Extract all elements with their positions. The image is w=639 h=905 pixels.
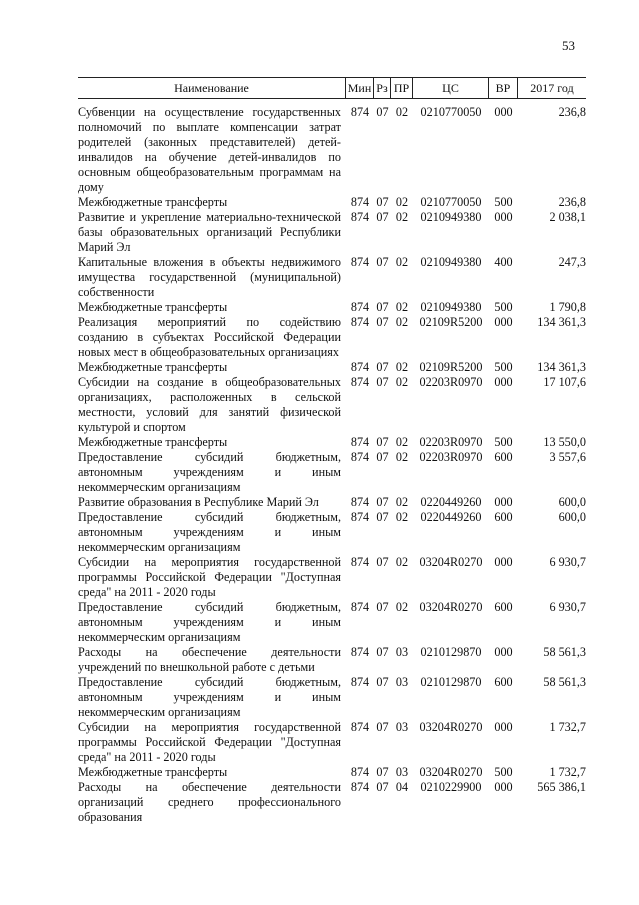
row-rz: 07 xyxy=(376,435,389,449)
row-amount: 6 930,7 xyxy=(549,600,586,614)
row-name: Развитие образования в Республике Марий Эл xyxy=(78,495,319,509)
row-vr: 500 xyxy=(494,195,513,209)
row-cs: 02109R5200 xyxy=(419,315,483,329)
table-header xyxy=(78,77,586,99)
row-vr: 500 xyxy=(494,435,513,449)
row-rz: 07 xyxy=(376,210,389,224)
row-rz: 07 xyxy=(376,195,389,209)
row-pr: 02 xyxy=(395,510,409,524)
header-rz: Рз xyxy=(374,78,391,98)
row-rz: 07 xyxy=(376,315,389,329)
header-vr: ВР xyxy=(489,78,518,98)
row-min: 874 xyxy=(350,300,370,314)
row-rz: 07 xyxy=(376,495,389,509)
table-row xyxy=(78,315,586,360)
row-vr: 000 xyxy=(494,780,513,794)
row-cs: 03204R0270 xyxy=(419,765,483,779)
row-name: Предоставление субсидий бюджетным, автономным учреждениям и иным некоммерческим организациям xyxy=(78,510,341,554)
row-name: Субвенции на осуществление государственных полномочий по выплате компенсации затрат родителей (законных представителей) детей-инвалидов на обучение детей-инвалидов по основным общеобразовательным программам на дому xyxy=(78,105,341,194)
row-name: Предоставление субсидий бюджетным, автономным учреждениям и иным некоммерческим организациям xyxy=(78,675,341,719)
row-amount: 236,8 xyxy=(558,105,586,119)
row-min: 874 xyxy=(350,645,370,659)
table-row xyxy=(78,375,586,435)
row-rz: 07 xyxy=(376,675,389,689)
row-amount: 134 361,3 xyxy=(537,360,586,374)
row-min: 874 xyxy=(350,720,370,734)
table-row xyxy=(78,510,586,555)
row-amount: 600,0 xyxy=(558,495,586,509)
row-rz: 07 xyxy=(376,375,389,389)
table-row xyxy=(78,210,586,255)
row-pr: 02 xyxy=(395,360,409,374)
table-row xyxy=(78,195,586,210)
row-min: 874 xyxy=(350,450,370,464)
row-pr: 02 xyxy=(395,435,409,449)
row-vr: 000 xyxy=(494,210,513,224)
row-min: 874 xyxy=(350,375,370,389)
row-cs: 0210770050 xyxy=(420,195,482,209)
row-min: 874 xyxy=(350,765,370,779)
row-vr: 600 xyxy=(494,510,513,524)
row-pr: 02 xyxy=(395,255,409,269)
table-row xyxy=(78,300,586,315)
row-cs: 02203R0970 xyxy=(419,450,483,464)
row-cs: 03204R0270 xyxy=(419,720,483,734)
row-vr: 600 xyxy=(494,450,513,464)
row-rz: 07 xyxy=(376,600,389,614)
row-cs: 02203R0970 xyxy=(419,375,483,389)
row-amount: 13 550,0 xyxy=(543,435,586,449)
row-vr: 000 xyxy=(494,645,513,659)
row-rz: 07 xyxy=(376,510,389,524)
row-min: 874 xyxy=(350,195,370,209)
row-pr: 02 xyxy=(395,600,409,614)
header-min: Мин xyxy=(346,78,374,98)
row-vr: 600 xyxy=(494,600,513,614)
row-min: 874 xyxy=(350,255,370,269)
row-pr: 02 xyxy=(395,450,409,464)
row-min: 874 xyxy=(350,600,370,614)
row-name: Расходы на обеспечение деятельности организаций среднего профессионального образования xyxy=(78,780,341,824)
row-rz: 07 xyxy=(376,255,389,269)
table-row xyxy=(78,555,586,600)
row-cs: 0220449260 xyxy=(420,510,482,524)
row-rz: 07 xyxy=(376,360,389,374)
row-amount: 58 561,3 xyxy=(543,645,586,659)
row-vr: 500 xyxy=(494,300,513,314)
table-row xyxy=(78,765,586,780)
row-amount: 17 107,6 xyxy=(543,375,586,389)
row-amount: 58 561,3 xyxy=(543,675,586,689)
header-cs: ЦС xyxy=(413,78,489,98)
table-row xyxy=(78,255,586,300)
row-rz: 07 xyxy=(376,720,389,734)
row-name: Развитие и укрепление материально-технической базы образовательных организаций Республики Марий Эл xyxy=(78,210,341,254)
row-cs: 03204R0270 xyxy=(419,600,483,614)
row-amount: 1 732,7 xyxy=(549,765,586,779)
row-rz: 07 xyxy=(376,555,389,569)
row-rz: 07 xyxy=(376,105,389,119)
row-cs: 0210770050 xyxy=(420,105,482,119)
row-amount: 1 732,7 xyxy=(549,720,586,734)
row-rz: 07 xyxy=(376,450,389,464)
row-min: 874 xyxy=(350,675,370,689)
row-amount: 1 790,8 xyxy=(549,300,586,314)
row-name: Межбюджетные трансферты xyxy=(78,360,228,374)
row-name: Субсидии на мероприятия государственной программы Российской Федерации "Доступная среда" на 2011 - 2020 годы xyxy=(78,555,341,599)
row-vr: 000 xyxy=(494,555,513,569)
row-pr: 02 xyxy=(395,495,409,509)
row-cs: 02109R5200 xyxy=(419,360,483,374)
row-min: 874 xyxy=(350,495,370,509)
table-row xyxy=(78,450,586,495)
row-name: Предоставление субсидий бюджетным, автономным учреждениям и иным некоммерческим организациям xyxy=(78,450,341,494)
row-name: Расходы на обеспечение деятельности учреждений по внешкольной работе с детьми xyxy=(78,645,341,674)
row-vr: 000 xyxy=(494,375,513,389)
table-body xyxy=(78,105,586,825)
table-row xyxy=(78,600,586,645)
row-amount: 134 361,3 xyxy=(537,315,586,329)
row-vr: 600 xyxy=(494,675,513,689)
row-cs: 0220449260 xyxy=(420,495,482,509)
table-row xyxy=(78,645,586,675)
row-vr: 400 xyxy=(494,255,513,269)
row-vr: 000 xyxy=(494,720,513,734)
row-name: Реализация мероприятий по содействию созданию в субъектах Российской Федерации новых мест в общеобразовательных организациях xyxy=(78,315,341,359)
row-amount: 236,8 xyxy=(558,195,586,209)
row-cs: 0210229900 xyxy=(420,780,482,794)
row-min: 874 xyxy=(350,780,370,794)
row-pr: 02 xyxy=(395,555,409,569)
row-min: 874 xyxy=(350,105,370,119)
row-vr: 000 xyxy=(494,315,513,329)
row-pr: 02 xyxy=(395,375,409,389)
table-row xyxy=(78,780,586,825)
row-pr: 02 xyxy=(395,105,409,119)
row-cs: 0210129870 xyxy=(420,645,482,659)
row-min: 874 xyxy=(350,360,370,374)
row-vr: 500 xyxy=(494,360,513,374)
row-amount: 6 930,7 xyxy=(549,555,586,569)
row-pr: 02 xyxy=(395,315,409,329)
row-pr: 04 xyxy=(395,780,409,794)
row-amount: 3 557,6 xyxy=(549,450,586,464)
row-name: Субсидии на мероприятия государственной программы Российской Федерации "Доступная среда" на 2011 - 2020 годы xyxy=(78,720,341,764)
header-year: 2017 год xyxy=(530,81,574,95)
row-rz: 07 xyxy=(376,765,389,779)
table-row xyxy=(78,360,586,375)
row-cs: 0210129870 xyxy=(420,675,482,689)
row-vr: 000 xyxy=(494,105,513,119)
row-amount: 2 038,1 xyxy=(549,210,586,224)
row-name: Межбюджетные трансферты xyxy=(78,195,228,209)
row-name: Предоставление субсидий бюджетным, автономным учреждениям и иным некоммерческим организациям xyxy=(78,600,341,644)
row-name: Межбюджетные трансферты xyxy=(78,435,228,449)
table-row xyxy=(78,105,586,195)
row-pr: 03 xyxy=(395,765,409,779)
row-min: 874 xyxy=(350,435,370,449)
row-vr: 500 xyxy=(494,765,513,779)
table-row xyxy=(78,495,586,510)
row-cs: 03204R0270 xyxy=(419,555,483,569)
row-vr: 000 xyxy=(494,495,513,509)
row-amount: 247,3 xyxy=(558,255,586,269)
budget-table xyxy=(78,77,586,825)
row-cs: 0210949380 xyxy=(420,300,482,314)
row-min: 874 xyxy=(350,555,370,569)
row-pr: 02 xyxy=(395,195,409,209)
row-amount: 600,0 xyxy=(558,510,586,524)
row-rz: 07 xyxy=(376,780,389,794)
row-rz: 07 xyxy=(376,645,389,659)
table-row xyxy=(78,720,586,765)
row-name: Субсидии на создание в общеобразовательных организациях, расположенных в сельской местности, условий для занятий физической культурой и спортом xyxy=(78,375,341,434)
row-cs: 02203R0970 xyxy=(419,435,483,449)
row-cs: 0210949380 xyxy=(420,210,482,224)
row-name: Капитальные вложения в объекты недвижимого имущества государственной (муниципальной) собственности xyxy=(78,255,341,299)
row-name: Межбюджетные трансферты xyxy=(78,300,228,314)
row-pr: 03 xyxy=(395,675,409,689)
table-row xyxy=(78,435,586,450)
row-pr: 02 xyxy=(395,210,409,224)
row-min: 874 xyxy=(350,510,370,524)
row-pr: 03 xyxy=(395,720,409,734)
header-pr: ПР xyxy=(391,78,413,98)
table-row xyxy=(78,675,586,720)
row-name: Межбюджетные трансферты xyxy=(78,765,228,779)
page-number: 53 xyxy=(562,38,575,53)
row-pr: 03 xyxy=(395,645,409,659)
row-amount: 565 386,1 xyxy=(537,780,586,794)
row-pr: 02 xyxy=(395,300,409,314)
row-min: 874 xyxy=(350,210,370,224)
header-name: Наименование xyxy=(78,78,346,98)
row-min: 874 xyxy=(350,315,370,329)
row-rz: 07 xyxy=(376,300,389,314)
row-cs: 0210949380 xyxy=(420,255,482,269)
